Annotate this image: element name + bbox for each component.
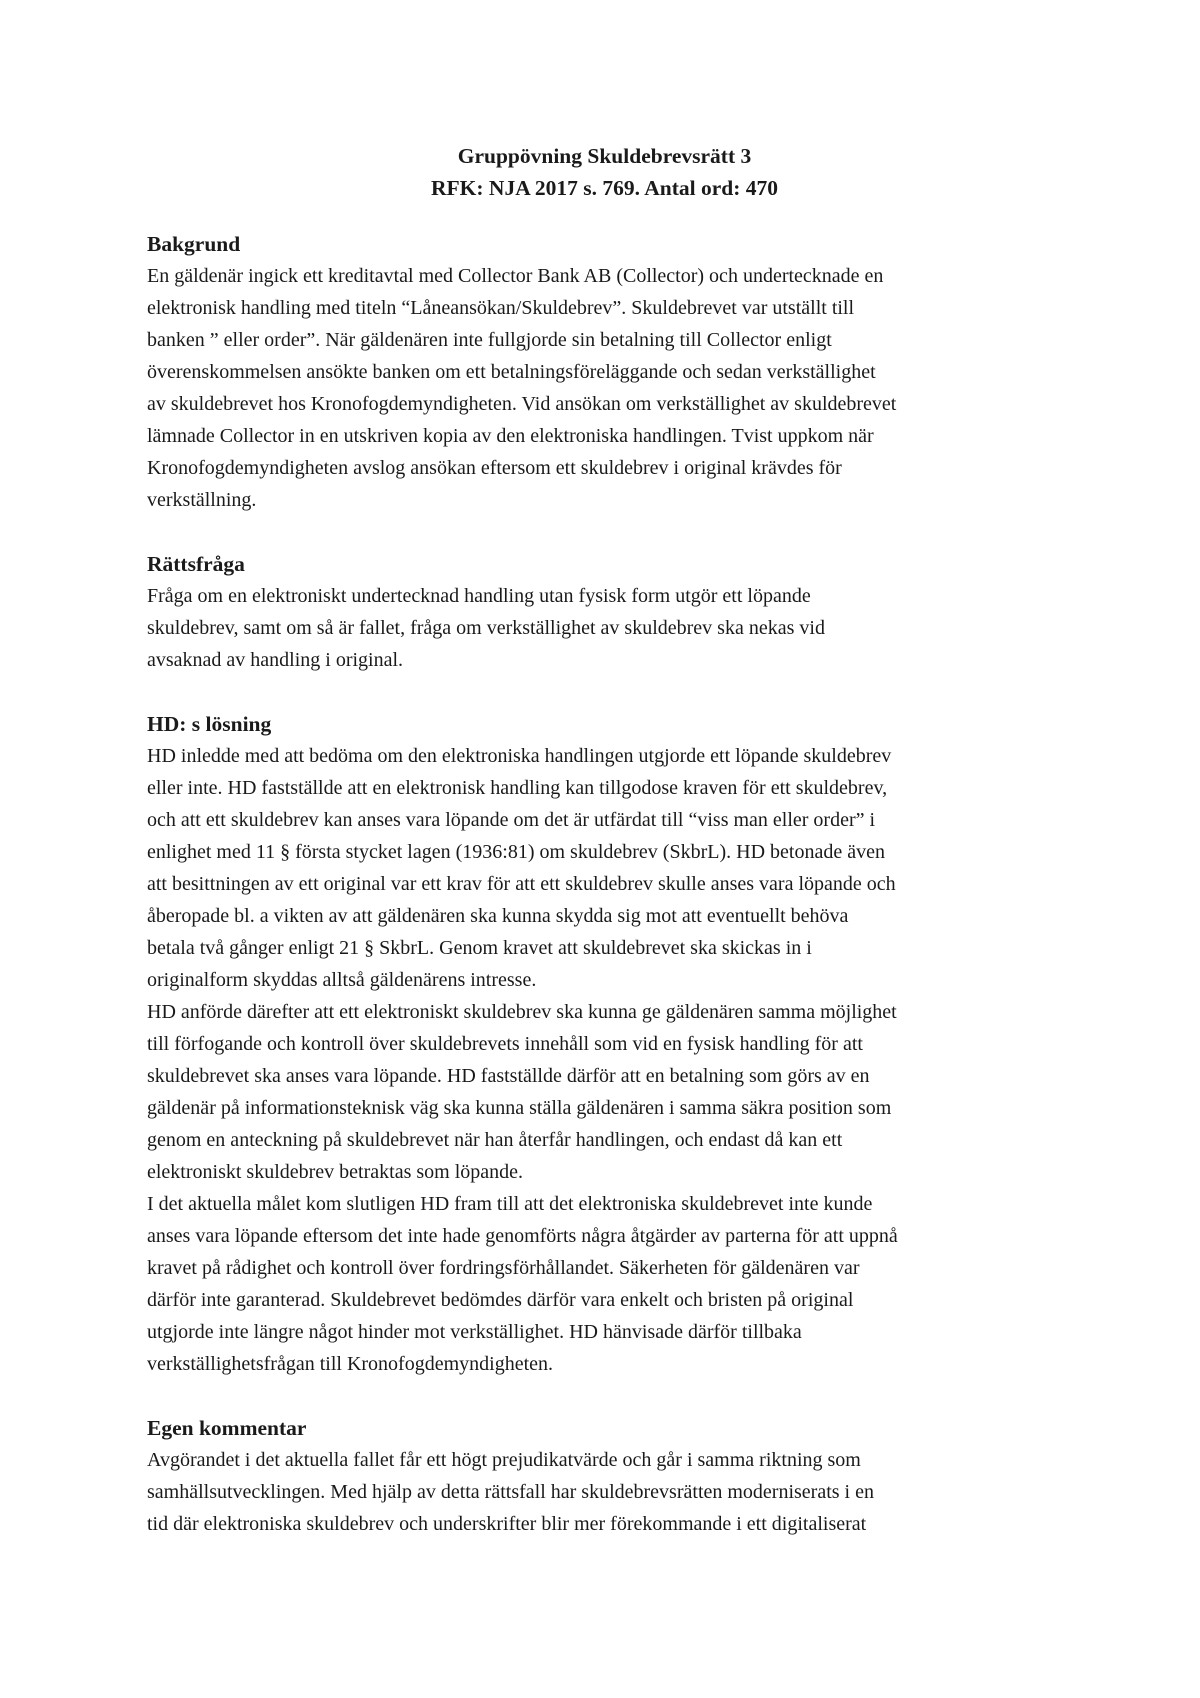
paragraph-line: överenskommelsen ansökte banken om ett betalningsföreläggande och sedan verkställighet [147, 361, 876, 383]
paragraph-line: elektronisk handling med titeln “Låneansökan/Skuldebrev”. Skuldebrevet var utställt till [147, 297, 855, 319]
paragraph-line: samhällsutvecklingen. Med hjälp av detta rättsfall har skuldebrevsrätten moderniserats i en [147, 1481, 874, 1503]
paragraph-line: I det aktuella målet kom slutligen HD fram till att det elektroniska skuldebrevet inte kunde [147, 1193, 873, 1215]
paragraph-line: anses vara löpande eftersom det inte hade genomförts några åtgärder av parterna för att uppnå [147, 1225, 898, 1247]
paragraph-line: betala två gånger enligt 21 § SkbrL. Genom kravet att skuldebrevet ska skickas in i [147, 937, 812, 959]
paragraph-line: därför inte garanterad. Skuldebrevet bedömdes därför vara enkelt och bristen på original [147, 1289, 854, 1311]
paragraph-line: eller inte. HD fastställde att en elektronisk handling kan tillgodose kraven för ett skuldebrev, [147, 777, 888, 799]
section-egen-kommentar [147, 1412, 1062, 1540]
paragraph-line: till förfogande och kontroll över skuldebrevets innehåll som vid en fysisk handling för att [147, 1033, 863, 1055]
paragraph-line: kravet på rådighet och kontroll över fordringsförhållandet. Säkerheten för gäldenären var [147, 1257, 860, 1279]
paragraph-line: utgjorde inte längre något hinder mot verkställighet. HD hänvisade därför tillbaka [147, 1321, 802, 1343]
paragraph-line: tid där elektroniska skuldebrev och underskrifter blir mer förekommande i ett digitaliserat [147, 1513, 867, 1535]
paragraph-line: gäldenär på informationsteknisk väg ska kunna ställa gäldenären i samma säkra position som [147, 1097, 892, 1119]
paragraph-line: Kronofogdemyndigheten avslog ansökan eftersom ett skuldebrev i original krävdes för [147, 457, 842, 479]
paragraph-line: HD inledde med att bedöma om den elektroniska handlingen utgjorde ett löpande skuldebrev [147, 745, 892, 767]
paragraph-line: Fråga om en elektroniskt undertecknad handling utan fysisk form utgör ett löpande [147, 585, 811, 607]
paragraph-line: av skuldebrevet hos Kronofogdemyndigheten. Vid ansökan om verkställighet av skuldebrevet [147, 393, 897, 415]
paragraph-line: Avgörandet i det aktuella fallet får ett högt prejudikatvärde och går i samma riktning som [147, 1449, 861, 1471]
paragraph-line: att besittningen av ett original var ett krav för att ett skuldebrev skulle anses vara löpande och [147, 873, 896, 895]
paragraph-line: elektroniskt skuldebrev betraktas som löpande. [147, 1161, 524, 1183]
document-title: Gruppövning Skuldebrevsrätt 3 [457, 144, 752, 168]
paragraph-line: En gäldenär ingick ett kreditavtal med Collector Bank AB (Collector) och undertecknade en [147, 265, 884, 287]
paragraph-line: åberopade bl. a vikten av att gäldenären ska kunna skydda sig mot att eventuellt behöva [147, 905, 849, 927]
paragraph-line: lämnade Collector in en utskriven kopia av den elektroniska handlingen. Tvist uppkom när [147, 425, 874, 447]
section-heading: Rättsfråga [147, 552, 245, 576]
paragraph-line: verkställning. [147, 489, 257, 511]
section-heading: HD: s lösning [147, 712, 272, 736]
section-heading: Bakgrund [147, 232, 241, 256]
paragraph-line: avsaknad av handling i original. [147, 649, 404, 671]
section-hd-losning [147, 708, 1062, 1380]
section-heading: Egen kommentar [147, 1416, 307, 1440]
paragraph-line: banken ” eller order”. När gäldenären inte fullgjorde sin betalning till Collector enligt [147, 329, 832, 351]
paragraph-line: skuldebrev, samt om så är fallet, fråga om verkställighet av skuldebrev ska nekas vid [147, 617, 825, 639]
paragraph-line: och att ett skuldebrev kan anses vara löpande om det är utfärdat till “viss man eller order” i [147, 809, 876, 831]
paragraph-line: genom en anteckning på skuldebrevet när han återfår handlingen, och endast då kan ett [147, 1129, 843, 1151]
title-block [147, 140, 1062, 204]
document-content [147, 140, 1062, 1572]
paragraph-line: enlighet med 11 § första stycket lagen (1936:81) om skuldebrev (SkbrL). HD betonade även [147, 841, 885, 863]
paragraph-line: verkställighetsfrågan till Kronofogdemyndigheten. [147, 1353, 554, 1375]
document-subtitle: RFK: NJA 2017 s. 769. Antal ord: 470 [431, 176, 778, 200]
section-rattsfraga [147, 548, 1062, 676]
paragraph-line: HD anförde därefter att ett elektroniskt skuldebrev ska kunna ge gäldenären samma möjlighet [147, 1001, 897, 1023]
paragraph-line: originalform skyddas alltså gäldenärens intresse. [147, 969, 537, 991]
paragraph-line: skuldebrevet ska anses vara löpande. HD fastställde därför att en betalning som görs av en [147, 1065, 870, 1087]
section-bakgrund [147, 228, 1062, 516]
